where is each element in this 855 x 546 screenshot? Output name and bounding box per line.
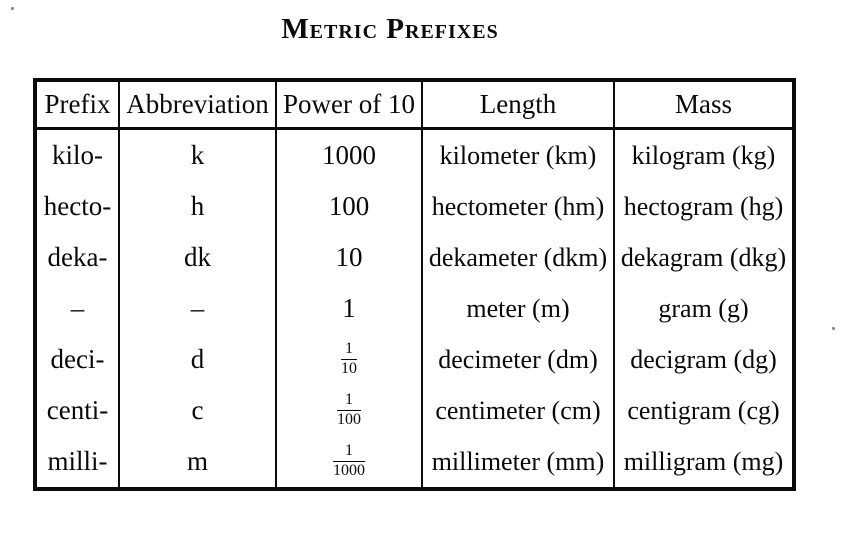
header-cell-prefix: Prefix — [35, 80, 119, 129]
cell-prefix: milli- — [35, 436, 119, 489]
cell-power-of-10: 100 — [276, 181, 422, 232]
cell-abbreviation: dk — [119, 232, 276, 283]
cell-power-of-10 — [276, 385, 422, 436]
cell-length: centimeter (cm) — [422, 385, 614, 436]
fraction-numerator: 1 — [337, 392, 361, 411]
cell-abbreviation: k — [119, 129, 276, 182]
table-row-milli — [35, 436, 794, 489]
fraction-numerator: 1 — [333, 443, 365, 462]
table-row-deka — [35, 232, 794, 283]
cell-abbreviation: c — [119, 385, 276, 436]
cell-mass: dekagram (dkg) — [614, 232, 794, 283]
cell-power-of-10: 10 — [276, 232, 422, 283]
cell-prefix: – — [35, 283, 119, 334]
cell-abbreviation: – — [119, 283, 276, 334]
cell-abbreviation: h — [119, 181, 276, 232]
table-row-centi — [35, 385, 794, 436]
table-row-base-unit — [35, 283, 794, 334]
cell-mass: decigram (dg) — [614, 334, 794, 385]
fraction-numerator: 1 — [341, 341, 357, 360]
cell-length: millimeter (mm) — [422, 436, 614, 489]
scan-artifact-dot — [11, 7, 14, 10]
header-cell-length: Length — [422, 80, 614, 129]
cell-prefix: centi- — [35, 385, 119, 436]
cell-length: dekameter (dkm) — [422, 232, 614, 283]
fraction-denominator: 10 — [341, 360, 357, 377]
table-row-hecto — [35, 181, 794, 232]
cell-length: hectometer (hm) — [422, 181, 614, 232]
cell-length: meter (m) — [422, 283, 614, 334]
cell-mass: centigram (cg) — [614, 385, 794, 436]
cell-mass: gram (g) — [614, 283, 794, 334]
header-row — [35, 80, 794, 129]
cell-power-of-10 — [276, 436, 422, 489]
scan-artifact-dot — [832, 327, 835, 330]
header-cell-mass: Mass — [614, 80, 794, 129]
cell-prefix: hecto- — [35, 181, 119, 232]
table-row-deci — [35, 334, 794, 385]
cell-length: decimeter (dm) — [422, 334, 614, 385]
cell-prefix: deci- — [35, 334, 119, 385]
cell-mass: hectogram (hg) — [614, 181, 794, 232]
header-cell-abbreviation: Abbreviation — [119, 80, 276, 129]
header-cell-power-of-10: Power of 10 — [276, 80, 422, 129]
cell-power-of-10: 1 — [276, 283, 422, 334]
metric-prefixes-table-container — [33, 78, 796, 491]
cell-prefix: kilo- — [35, 129, 119, 182]
cell-abbreviation: d — [119, 334, 276, 385]
fraction — [341, 341, 357, 378]
fraction-denominator: 100 — [337, 411, 361, 428]
cell-length: kilometer (km) — [422, 129, 614, 182]
table-row-kilo — [35, 129, 794, 182]
fraction — [337, 392, 361, 429]
cell-mass: kilogram (kg) — [614, 129, 794, 182]
cell-prefix: deka- — [35, 232, 119, 283]
page-title: Metric Prefixes — [281, 13, 499, 45]
metric-prefixes-table — [33, 78, 796, 491]
cell-mass: milligram (mg) — [614, 436, 794, 489]
cell-power-of-10 — [276, 334, 422, 385]
cell-abbreviation: m — [119, 436, 276, 489]
fraction — [333, 443, 365, 480]
fraction-denominator: 1000 — [333, 462, 365, 479]
cell-power-of-10: 1000 — [276, 129, 422, 182]
